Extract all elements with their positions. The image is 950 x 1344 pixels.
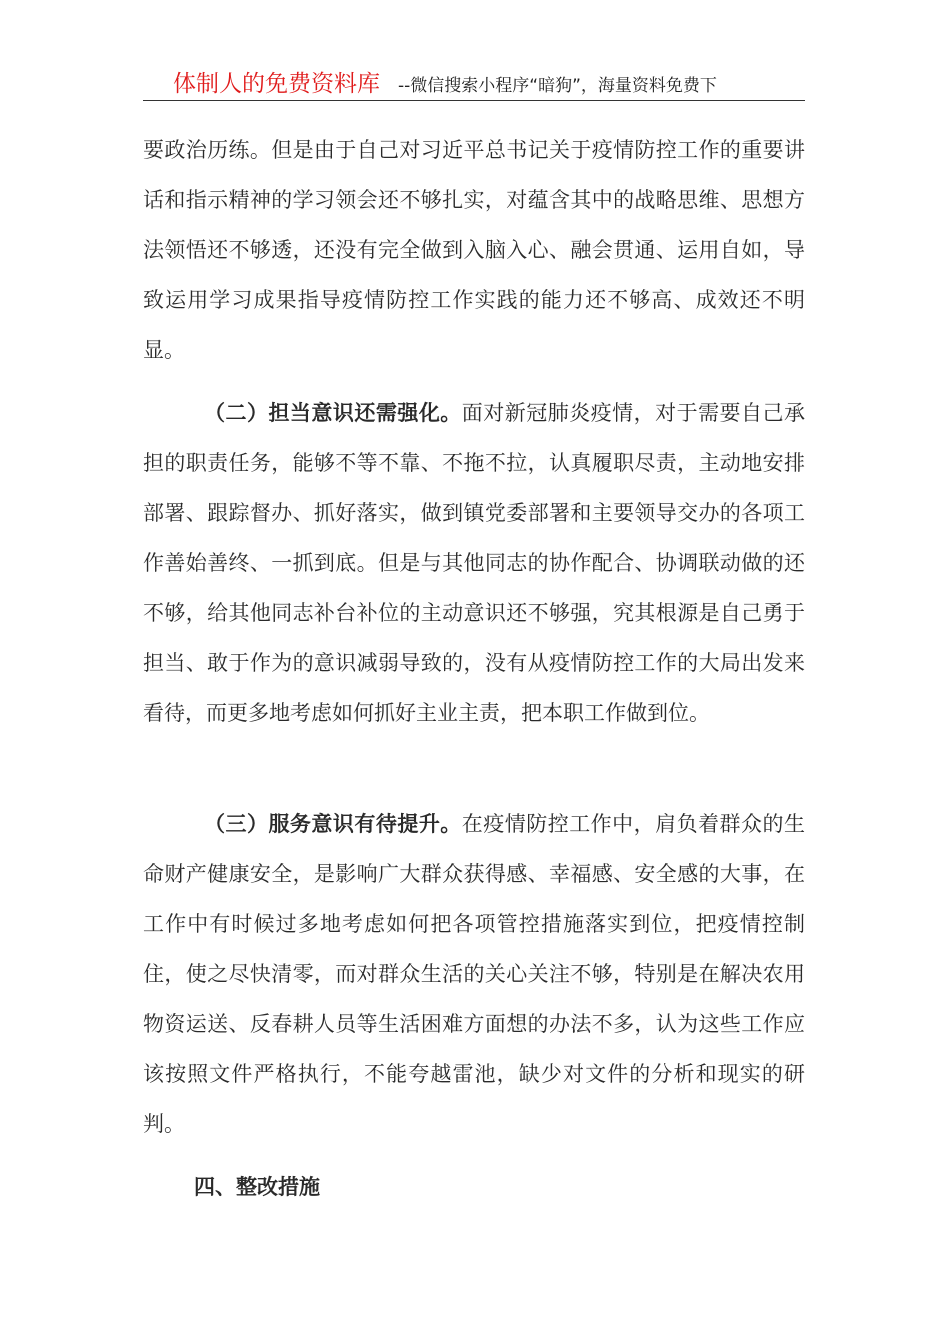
page-header xyxy=(143,66,805,101)
paragraph-lead: （三）服务意识有待提升。 xyxy=(204,812,462,836)
paragraph-text: 面对新冠肺炎疫情，对于需要自己承担的职责任务，能够不等不靠、不拖不拉，认真履职尽责，主动地安排部署、跟踪督办、抓好落实，做到镇党委部署和主要领导交办的各项工作善始善终、一抓到底。但是与其他同志的协作配合、协调联动做的还不够，给其他同志补台补位的主动意识还不够强，究其根源是自己勇于担当、敢于作为的意识减弱导致的，没有从疫情防控工作的大局出发来看待，而更多地考虑如何抓好主业主责，把本职工作做到位。 xyxy=(143,401,806,725)
paragraph-political-training xyxy=(143,125,805,375)
paragraph-lead: （二）担当意识还需强化。 xyxy=(204,401,462,425)
header-brand: 体制人的免费资料库 xyxy=(173,71,380,97)
paragraph-service xyxy=(143,799,805,1149)
paragraph-text: 要政治历练。但是由于自己对习近平总书记关于疫情防控工作的重要讲话和指示精神的学习领会还不够扎实，对蕴含其中的战略思维、思想方法领悟还不够透，还没有完全做到入脑入心、融会贯通、运用自如，导致运用学习成果指导疫情防控工作实践的能力还不够高、成效还不明显。 xyxy=(143,138,805,362)
paragraph-responsibility xyxy=(143,388,805,738)
header-note: --微信搜索小程序“暗狗”，海量资料免费下 xyxy=(398,76,717,96)
paragraph-text: 在疫情防控工作中，肩负着群众的生命财产健康安全，是影响广大群众获得感、幸福感、安全感的大事，在工作中有时候过多地考虑如何把各项管控措施落实到位，把疫情控制住，使之尽快清零，而对群众生活的关心关注不够，特别是在解决农用物资运送、反春耕人员等生活困难方面想的办法不多，认为这些工作应该按照文件严格执行，不能夸越雷池，缺少对文件的分析和现实的研判。 xyxy=(143,812,806,1136)
section-heading: 四、整改措施 xyxy=(194,1175,320,1199)
